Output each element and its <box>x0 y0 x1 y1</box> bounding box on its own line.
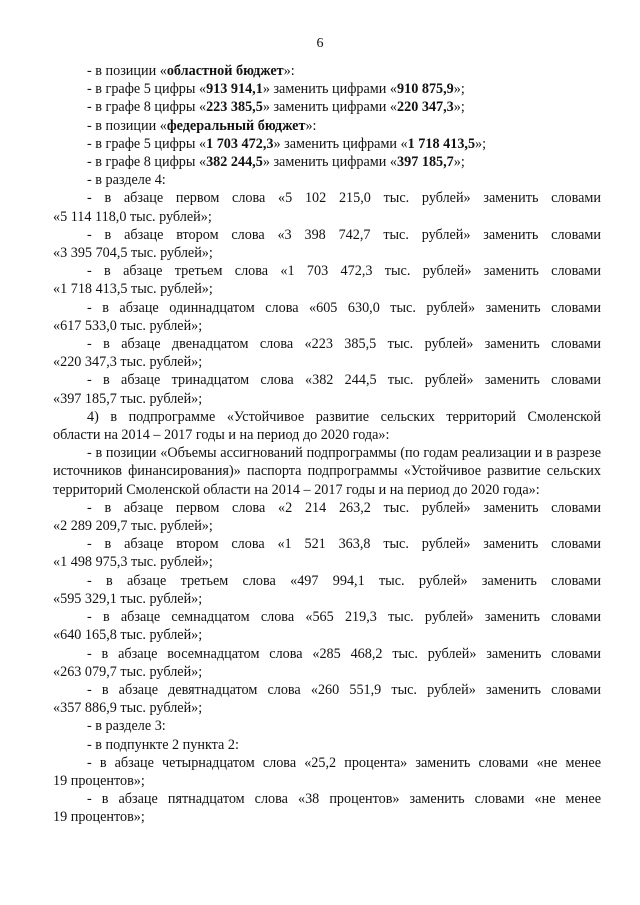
paragraph-continuation: «397 185,7 тыс. рублей»; <box>53 390 203 407</box>
paragraph-continuation: 19 процентов»; <box>53 809 145 826</box>
paragraph-continuation: 19 процентов»; <box>53 772 145 789</box>
text-run: » заменить цифрами « <box>262 81 398 98</box>
paragraph-first-line: - в абзаце восемнадцатом слова «285 468,2 тыс. рублей» заменить словами <box>87 645 601 662</box>
paragraph-continuation: «1 718 413,5 тыс. рублей»; <box>53 281 213 298</box>
bold-value: 1 718 413,5 <box>407 135 476 152</box>
paragraph-p3 <box>53 98 601 116</box>
paragraph-p25 <box>53 790 601 826</box>
paragraph-p12 <box>53 335 601 371</box>
paragraph-p6 <box>53 153 601 171</box>
paragraph-continuation: «640 165,8 тыс. рублей»; <box>53 627 203 644</box>
paragraph-first-line: - в абзаце первом слова «5 102 215,0 тыс. рублей» заменить словами <box>87 190 601 207</box>
bold-value: 910 875,9 <box>397 81 454 98</box>
paragraph-continuation: «357 886,9 тыс. рублей»; <box>53 700 203 717</box>
text-run: » заменить цифрами « <box>262 154 398 171</box>
text-run: » заменить цифрами « <box>262 99 398 116</box>
paragraph-first-line: - в абзаце одиннадцатом слова «605 630,0 тыс. рублей» заменить словами <box>87 299 601 316</box>
paragraph-continuation: «2 289 209,7 тыс. рублей»; <box>53 518 213 535</box>
bold-value: 913 914,1 <box>206 81 263 98</box>
paragraph-first-line: - в абзаце третьем слова «497 994,1 тыс. рублей» заменить словами <box>87 572 601 589</box>
paragraph-p21 <box>53 681 601 717</box>
paragraph-p24 <box>53 754 601 790</box>
paragraph-p23: - в подпункте 2 пункта 2: <box>87 736 239 753</box>
paragraph-p8 <box>53 189 601 225</box>
text-run: - в графе 5 цифры « <box>87 81 207 98</box>
text-run: - в позиции « <box>87 63 167 79</box>
text-run: »: <box>305 117 317 134</box>
text-run: »; <box>453 99 465 116</box>
paragraph-p2 <box>53 80 601 98</box>
paragraph-first-line: - в абзаце третьем слова «1 703 472,3 тыс. рублей» заменить словами <box>87 263 601 280</box>
paragraph-p4 <box>53 117 601 135</box>
paragraph-p15: - в позиции «Объемы ассигнований подпрограммы (по годам реализации и в разрезе источников финансирования)» паспорта подпрограммы «Устойчивое развитие сельских территорий Смоленской области на 2014 – 2017 годы и на период до 2020 года»: <box>53 445 601 498</box>
bold-value: 223 385,5 <box>206 99 263 116</box>
paragraph-p1 <box>53 62 601 80</box>
paragraph-first-line: - в абзаце втором слова «3 398 742,7 тыс. рублей» заменить словами <box>87 226 601 243</box>
paragraph-p7: - в разделе 4: <box>87 172 166 189</box>
paragraph-p16 <box>53 499 601 535</box>
paragraph-first-line: - в абзаце первом слова «2 214 263,2 тыс. рублей» заменить словами <box>87 499 601 516</box>
paragraph-continuation: «220 347,3 тыс. рублей»; <box>53 354 203 371</box>
page-number: 6 <box>316 36 324 51</box>
paragraph-continuation: «1 498 975,3 тыс. рублей»; <box>53 554 213 571</box>
paragraph-p18 <box>53 572 601 608</box>
bold-value: 382 244,5 <box>206 154 263 171</box>
paragraph-continuation: «5 114 118,0 тыс. рублей»; <box>53 208 212 225</box>
paragraph-p17 <box>53 535 601 571</box>
paragraph-p9 <box>53 226 601 262</box>
paragraph-p20 <box>53 645 601 681</box>
text-run: »; <box>453 81 465 98</box>
paragraph-first-line: - в абзаце семнадцатом слова «565 219,3 тыс. рублей» заменить словами <box>87 609 601 626</box>
paragraph-p13 <box>53 371 601 407</box>
bold-value: 1 703 472,3 <box>206 135 274 152</box>
text-run: - в графе 5 цифры « <box>87 135 207 152</box>
bold-value: 397 185,7 <box>397 154 454 171</box>
bold-value: областной бюджет <box>166 63 284 79</box>
paragraph-first-line: - в абзаце втором слова «1 521 363,8 тыс. рублей» заменить словами <box>87 536 601 553</box>
paragraph-p22: - в разделе 3: <box>87 718 166 735</box>
document-body <box>53 62 601 827</box>
paragraph-continuation: «263 079,7 тыс. рублей»; <box>53 663 203 680</box>
paragraph-first-line: - в абзаце тринадцатом слова «382 244,5 тыс. рублей» заменить словами <box>87 372 601 389</box>
text-run: - в графе 8 цифры « <box>87 154 207 171</box>
text-run: » заменить цифрами « <box>273 135 408 152</box>
bold-value: 220 347,3 <box>397 99 454 116</box>
paragraph-continuation: «595 329,1 тыс. рублей»; <box>53 590 203 607</box>
paragraph-p11 <box>53 299 601 335</box>
paragraph-first-line: 4) в подпрограмме «Устойчивое развитие сельских территорий Смоленской <box>87 408 601 425</box>
text-run: - в позиции « <box>87 117 167 134</box>
paragraph-first-line: - в абзаце двенадцатом слова «223 385,5 тыс. рублей» заменить словами <box>87 336 601 353</box>
text-run: »; <box>453 154 465 171</box>
paragraph-p5 <box>53 135 601 153</box>
text-run: »: <box>283 63 295 79</box>
paragraph-p10 <box>53 262 601 298</box>
text-run: »; <box>475 135 487 152</box>
paragraph-p19 <box>53 608 601 644</box>
paragraph-continuation: области на 2014 – 2017 годы и на период до 2020 года»: <box>53 427 390 444</box>
paragraph-first-line: - в абзаце девятнадцатом слова «260 551,9 тыс. рублей» заменить словами <box>87 681 601 698</box>
paragraph-continuation: «3 395 704,5 тыс. рублей»; <box>53 245 213 262</box>
paragraph-p14 <box>53 408 601 444</box>
paragraph-first-line: - в абзаце четырнадцатом слова «25,2 процента» заменить словами «не менее <box>87 754 601 771</box>
paragraph-continuation: «617 533,0 тыс. рублей»; <box>53 317 203 334</box>
paragraph-first-line: - в абзаце пятнадцатом слова «38 процентов» заменить словами «не менее <box>87 791 601 808</box>
text-run: - в графе 8 цифры « <box>87 99 207 116</box>
bold-value: федеральный бюджет <box>166 117 306 134</box>
